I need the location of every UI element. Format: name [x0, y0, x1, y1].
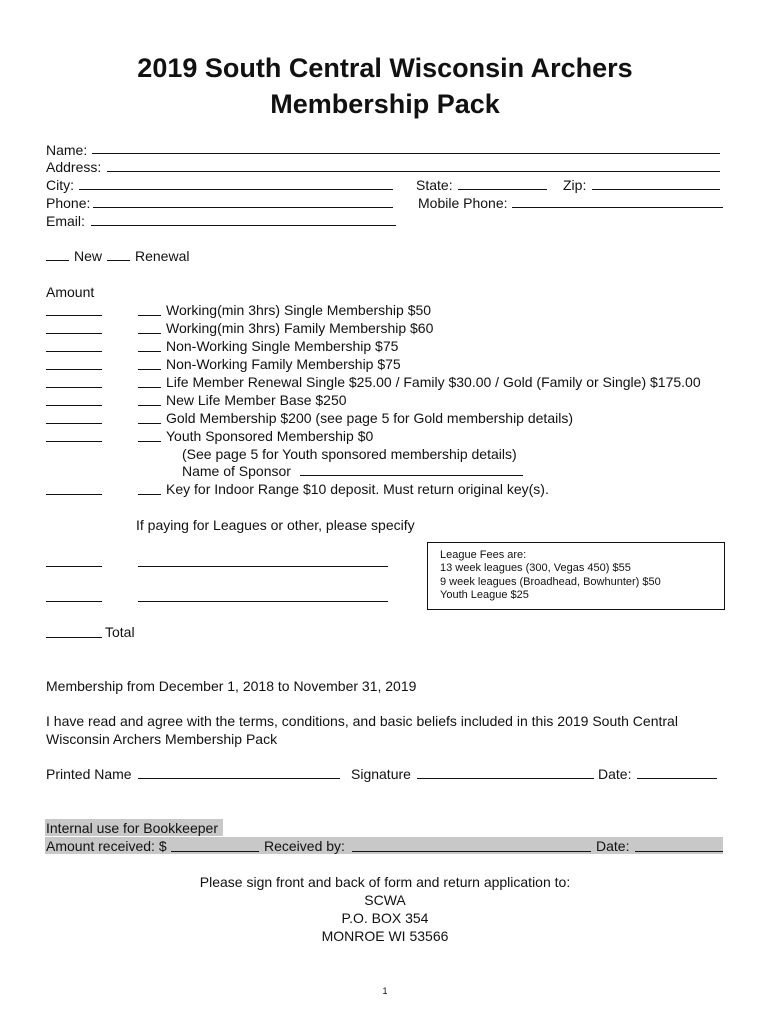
zip-label: Zip:	[563, 177, 587, 193]
amount-received-label: Amount received: $	[46, 838, 167, 854]
received-by-field[interactable]	[352, 851, 591, 852]
address-label: Address:	[46, 159, 102, 175]
received-by-label: Received by:	[264, 838, 345, 854]
title-line-2: Membership Pack	[270, 89, 500, 119]
mobile-phone-field[interactable]	[512, 207, 723, 208]
bookkeeper-heading: Internal use for Bookkeeper	[46, 820, 218, 836]
page-number: 1	[382, 986, 388, 996]
bookkeeper-date-label: Date:	[596, 838, 630, 854]
address-field[interactable]	[107, 171, 720, 172]
league-fees-title: League Fees are:	[440, 549, 527, 561]
amount-header: Amount	[46, 284, 95, 300]
address-city: MONROE WI 53566	[321, 928, 449, 944]
option-check-blank[interactable]	[138, 315, 161, 316]
title-line-1: 2019 South Central Wisconsin Archers	[137, 53, 633, 83]
state-label: State:	[416, 177, 453, 193]
bookkeeper-date-field[interactable]	[635, 851, 723, 852]
league-description-field[interactable]	[138, 601, 388, 602]
option-working-family: Working(min 3hrs) Family Membership $60	[166, 320, 434, 336]
total-amount-blank[interactable]	[46, 637, 102, 638]
return-instructions: Please sign front and back of form and return application to:	[199, 874, 571, 890]
amount-blank[interactable]	[46, 369, 102, 370]
agreement-line-2: Wisconsin Archers Membership Pack	[46, 731, 278, 747]
option-check-blank[interactable]	[138, 387, 161, 388]
leagues-prompt: If paying for Leagues or other, please specify	[136, 517, 415, 533]
name-field[interactable]	[92, 153, 720, 154]
amount-blank[interactable]	[46, 387, 102, 388]
city-label: City:	[46, 177, 74, 193]
renewal-checkbox-blank[interactable]	[107, 260, 130, 261]
signature-field[interactable]	[417, 778, 594, 779]
option-new-life: New Life Member Base $250	[166, 392, 347, 408]
option-youth: Youth Sponsored Membership $0	[166, 428, 374, 444]
amount-blank[interactable]	[46, 315, 102, 316]
phone-label: Phone:	[46, 195, 91, 211]
address-box: P.O. BOX 354	[341, 910, 429, 926]
option-check-blank[interactable]	[138, 423, 161, 424]
email-field[interactable]	[91, 225, 396, 226]
league-fee-line: Youth League $25	[440, 589, 529, 601]
sponsor-label: Name of Sponsor	[182, 463, 291, 479]
agreement-line-1: I have read and agree with the terms, conditions, and basic beliefs included in this 2019 South Central	[46, 713, 678, 729]
option-check-blank[interactable]	[138, 494, 161, 495]
option-check-blank[interactable]	[138, 441, 161, 442]
option-check-blank[interactable]	[138, 351, 161, 352]
amount-blank[interactable]	[46, 405, 102, 406]
league-amount-blank[interactable]	[46, 566, 102, 567]
mobile-phone-label: Mobile Phone:	[418, 195, 508, 211]
option-nonworking-single: Non-Working Single Membership $75	[166, 338, 399, 354]
option-check-blank[interactable]	[138, 369, 161, 370]
amount-blank[interactable]	[46, 351, 102, 352]
signature-label: Signature	[351, 766, 411, 782]
printed-name-field[interactable]	[138, 778, 340, 779]
membership-period: Membership from December 1, 2018 to November 31, 2019	[46, 678, 417, 694]
option-life-renewal: Life Member Renewal Single $25.00 / Family $30.00 / Gold (Family or Single) $175.00	[166, 374, 701, 390]
sponsor-field[interactable]	[300, 475, 523, 476]
state-field[interactable]	[458, 189, 547, 190]
option-check-blank[interactable]	[138, 405, 161, 406]
printed-name-label: Printed Name	[46, 766, 132, 782]
city-field[interactable]	[79, 189, 393, 190]
league-amount-blank[interactable]	[46, 601, 102, 602]
amount-blank[interactable]	[46, 423, 102, 424]
zip-field[interactable]	[592, 189, 720, 190]
amount-received-field[interactable]	[171, 851, 259, 852]
league-description-field[interactable]	[138, 566, 388, 567]
league-fee-line: 13 week leagues (300, Vegas 450) $55	[440, 562, 631, 574]
new-checkbox-blank[interactable]	[46, 260, 69, 261]
option-nonworking-family: Non-Working Family Membership $75	[166, 356, 401, 372]
renewal-label: Renewal	[135, 248, 190, 264]
youth-note: (See page 5 for Youth sponsored membership details)	[182, 446, 517, 462]
option-check-blank[interactable]	[138, 333, 161, 334]
amount-blank[interactable]	[46, 333, 102, 334]
phone-field[interactable]	[93, 207, 393, 208]
amount-blank[interactable]	[46, 494, 102, 495]
name-label: Name:	[46, 142, 88, 158]
new-label: New	[74, 248, 103, 264]
option-gold: Gold Membership $200 (see page 5 for Gold membership details)	[166, 410, 573, 426]
address-org: SCWA	[364, 892, 406, 908]
option-working-single: Working(min 3hrs) Single Membership $50	[166, 302, 432, 318]
date-field[interactable]	[637, 778, 717, 779]
email-label: Email:	[46, 213, 85, 229]
total-label: Total	[105, 624, 135, 640]
amount-blank[interactable]	[46, 441, 102, 442]
option-key: Key for Indoor Range $10 deposit. Must return original key(s).	[166, 481, 549, 497]
date-label: Date:	[598, 766, 632, 782]
league-fee-line: 9 week leagues (Broadhead, Bowhunter) $50	[440, 576, 661, 588]
